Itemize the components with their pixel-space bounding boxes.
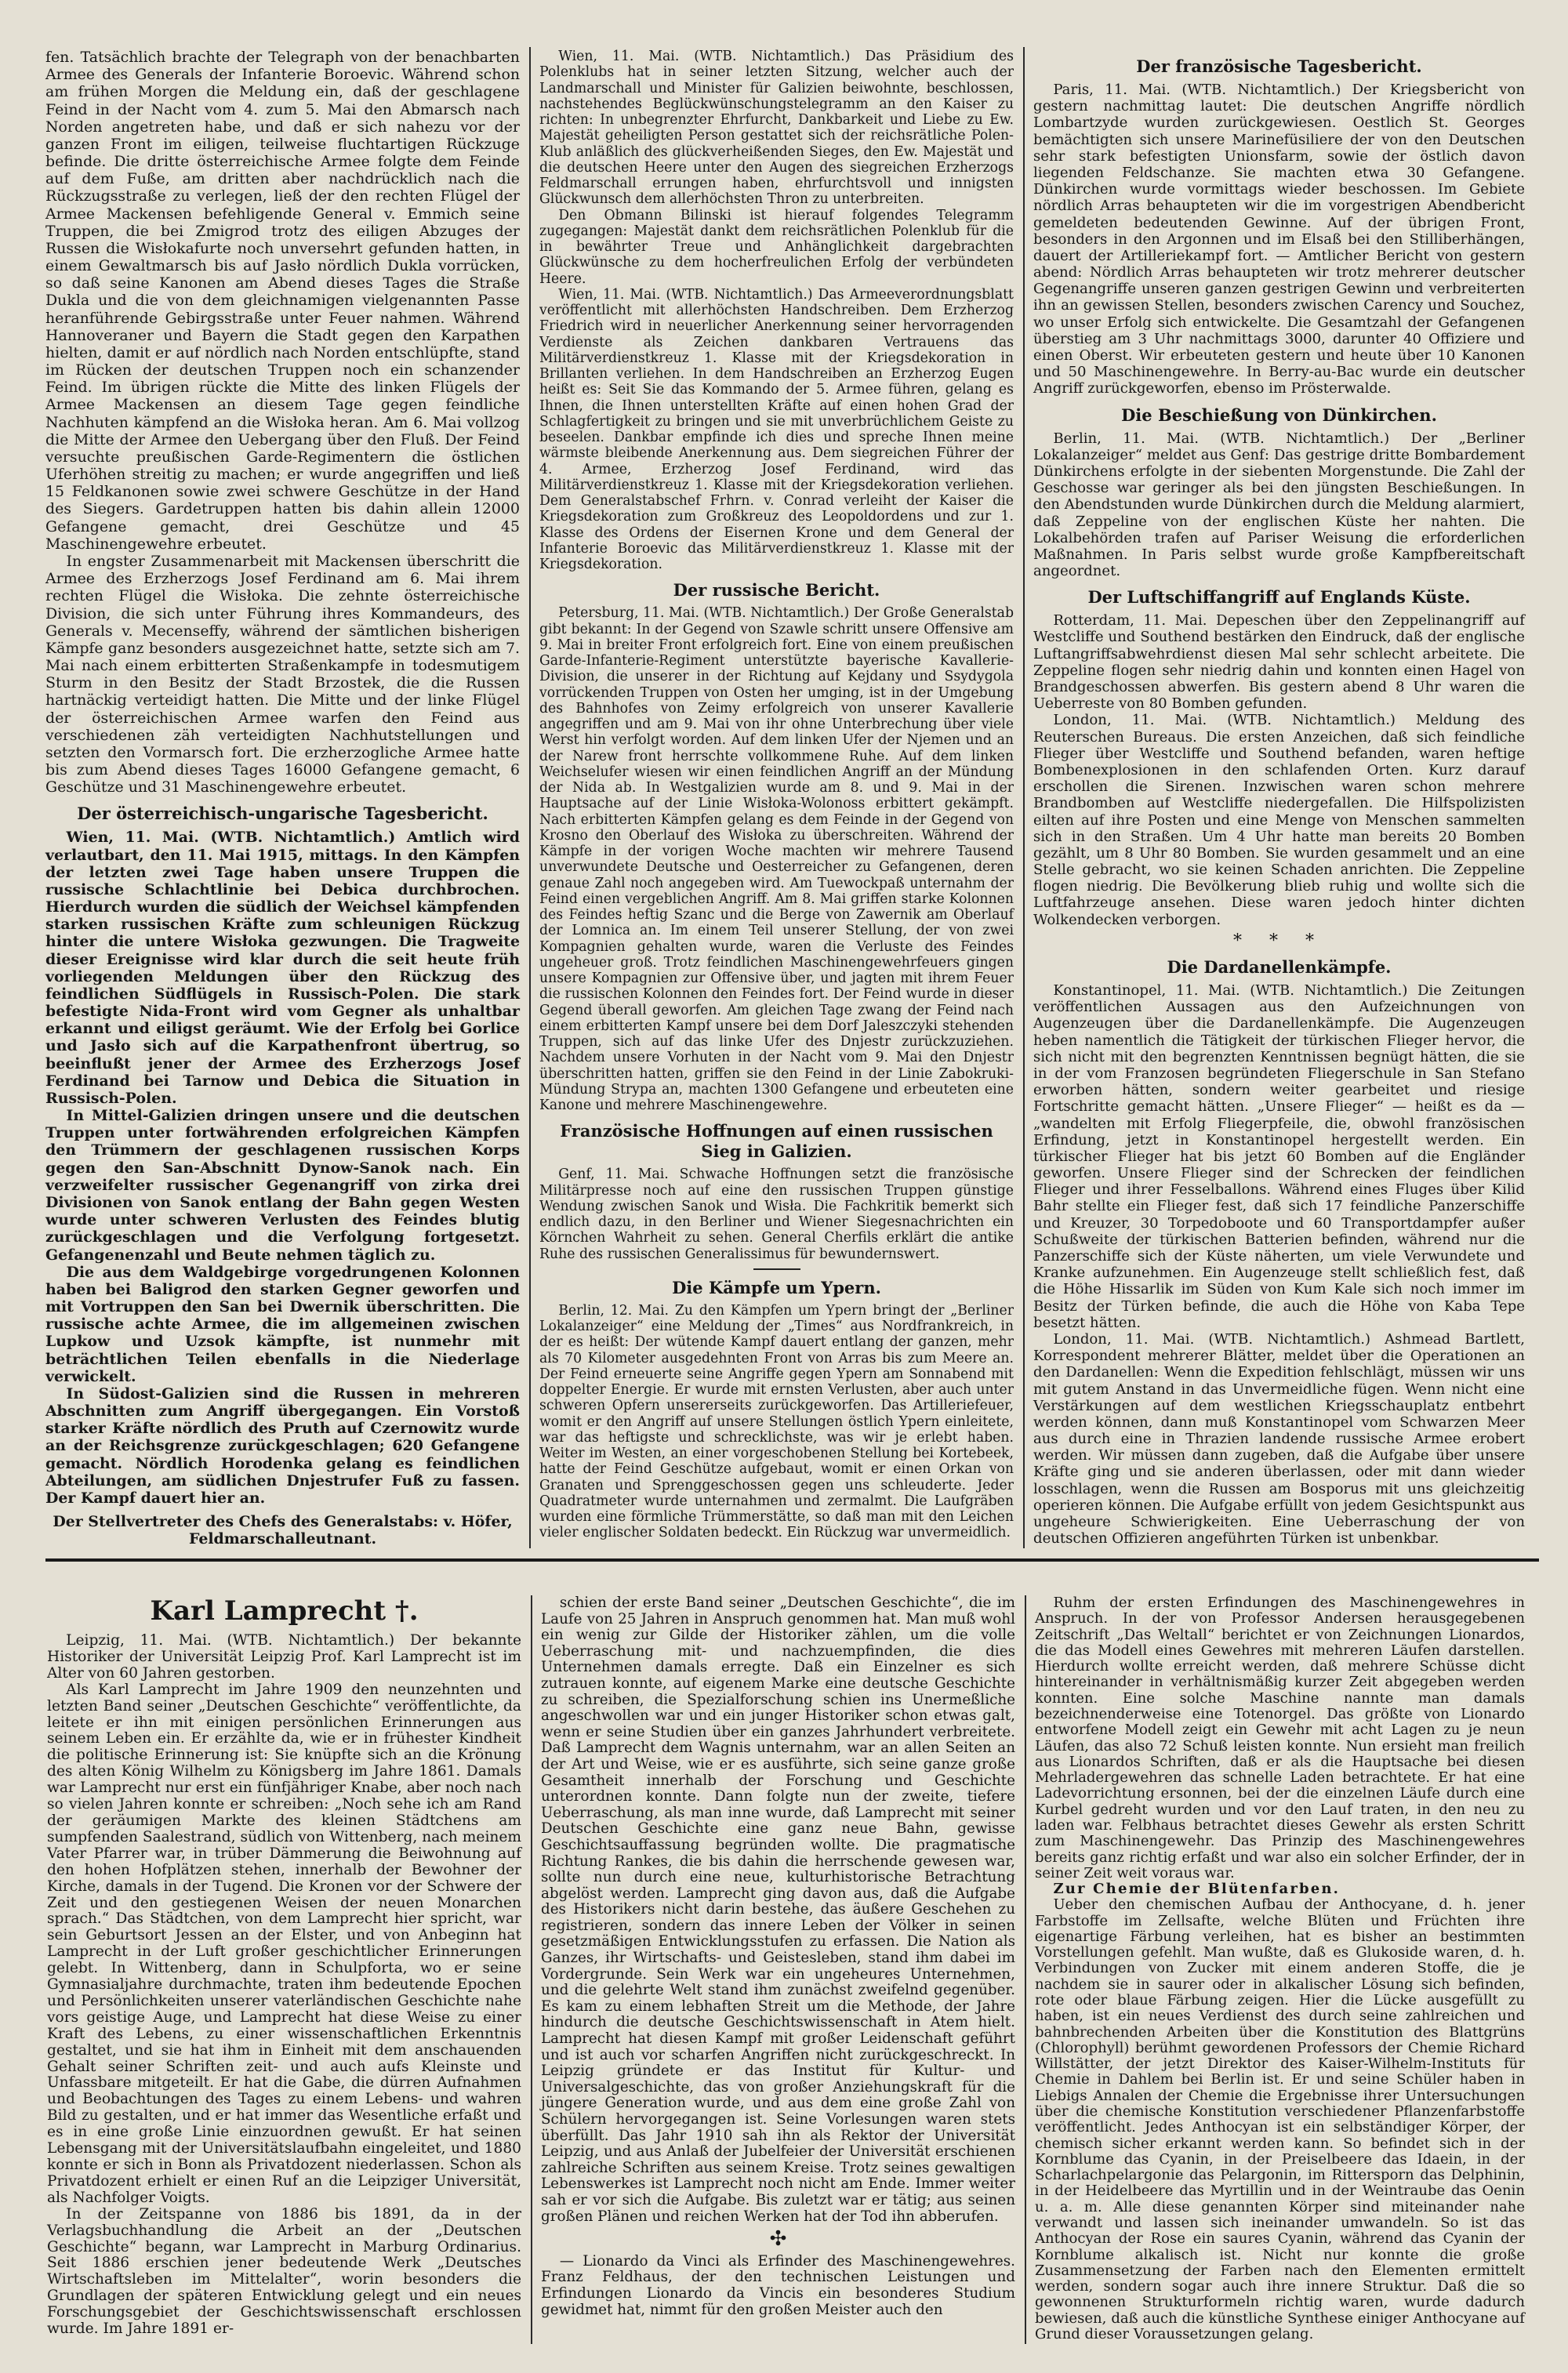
headline-french-hopes: Französische Hoffnungen auf einen russischen Sieg in Galizien. [560,1121,993,1162]
feuilleton-separator [45,1558,1539,1562]
article-paragraph: London, 11. Mai. (WTB. Nichtamtlich.) Meldung des Reuterschen Bureaus. Die ersten Anzeichen, daß sich feindliche Flieger über Westcliffe und Southend befanden, waren heftige Bombenexplosionen in den schlafenden Orten. Kurz darauf erschollen die Sirenen. Inzwischen waren schon mehrere Brandbomben auf Westcliffe niedergefallen. Die Hilfspolizisten eilten auf ihre Posten und eine Menge von Menschen sammelten sich in den Straßen. Um 4 Uhr hatte man bereits 20 Bomben gezählt, um 8 Uhr 80 Bomben. Sie wurden gesammelt und an eine Stelle gebracht, wo sie keinen Schaden anrichten. Die Zeppeline flogen niedrig. Die Bevölkerung blieb ruhig und wollte sich die Luftfahrzeuge ansehen. Diese waren jedoch hinter dichten Wolkendecken verborgen. [1033,712,1525,928]
section-stars: * * * [1233,931,1325,951]
column-3 [1033,49,1525,1547]
headline-french-report: Der französische Tagesbericht. [1136,56,1422,76]
article-paragraph: Berlin, 12. Mai. Zu den Kämpfen um Ypern bringt der „Berliner Lokalanzeiger“ eine Meldung der „Times“ aus Nordfrankreich, in der es heißt: Der wütende Kampf dauert entlang der ganzen, mehr als 70 Kilometer ausgedehnten Front von Arras bis zum Meere an. Der Feind erneuerte seine Angriffe gegen Ypern am Sonnabend mit doppelter Energie. Er wurde mit ernsten Verlusten, aber auch unter schweren Opfern unsererseits zurückgeworfen. Das Artilleriefeuer, womit er den Angriff auf unsere Stellungen östlich Ypern einleitete, war das heftigste und schrecklichste, was wir je erlebt haben. Weiter im Westen, an einer vorgeschobenen Stellung bei Kortebeek, hatte der Feind Geschütze aufgebaut, womit er einen Orkan von Granaten und Sprenggeschossen gegen uns schleuderte. Jeder Quadratmeter wurde unternahmen und zermalmt. Die Laufgräben wurden eine förmliche Trümmerstätte, so daß man mit den Leichen vieler englischer Soldaten bedeckt. Ein Rückzug war unvermeidlich. [539,1302,1014,1541]
signature: Der Stellvertreter des Chefs des Generalstabs: v. Höfer, Feldmarschalleutnant. [53,1513,513,1548]
column-divider [529,47,531,1548]
headline-dardanelles: Die Dardanellenkämpfe. [1167,957,1392,977]
feuilleton-column-3 [1035,1595,1525,2342]
article-paragraph: In Mittel-Galizien dringen unsere und die deutschen Truppen unter fortwährenden erfolgreichen Kämpfen den Trümmern der geschlagenen russischen Korps gegen den San-Abschnitt Dynow-Sanok nach. Ein verzweifelter russischer Gegenangriff von zirka drei Divisionen von Sanok entlang der Bahn gegen Westen wurde unter schweren Verlusten des Feindes blutig zurückgeschlagen und die Verfolgung fortgesetzt. Gefangenenzahl und Beute nehmen täglich zu. [45,1107,520,1264]
column-1 [45,49,520,1548]
feuilleton-column-1 [47,1595,521,2338]
column-divider [1025,1595,1026,2344]
article-paragraph: Den Obmann Bilinski ist hierauf folgendes Telegramm zugegangen: Majestät dankt dem reichsrätlichen Polenklub für die in bewährter Treue und Anhänglichkeit dargebrachten Glückwünsche zu dem hocherfreulichen Erfolg der verbündeten Heere. [539,207,1014,287]
article-paragraph: Wien, 11. Mai. (WTB. Nichtamtlich.) Das Präsidium des Polenklubs hat in seiner letzten Sitzung, welcher auch der Landmarschall und Minister für Galizien beiwohnte, beschlossen, nachstehendes Beglückwünschungstelegramm an den Kaiser zu richten: In unbegrenzter Ehrfurcht, Dankbarkeit und Liebe zu Ew. Majestät geheiligten Person gestattet sich der reichsrätliche Polen-Klub anläßlich des glückverheißenden Sieges, den Ew. Majestät und die deutschen Heere unter den Augen des siegreichen Erzherzogs Feldmarschall errungen haben, ehrfurchtsvoll und innigsten Glückwunsch dem allerhöchsten Thron zu unterbreiten. [539,49,1014,208]
headline-austrian-report: Der österreichisch-ungarische Tagesbericht. [77,804,488,824]
feuilleton-title: Karl Lamprecht †. [150,1595,419,1627]
article-paragraph: Rotterdam, 11. Mai. Depeschen über den Zeppelinangriff auf Westcliffe und Southend bestärken den Eindruck, daß der englische Luftangriffsabwehrdienst diesen Mal sehr schlecht arbeitete. Die Zeppeline flogen sehr niedrig dahin und konnten einen Hagel von Brandgeschossen abwerfen. Bis gestern abend 8 Uhr waren die Ueberreste von 80 Bomben gefunden. [1033,612,1525,713]
column-divider [1023,47,1025,1548]
article-paragraph: Wien, 11. Mai. (WTB. Nichtamtlich.) Amtlich wird verlautbart, den 11. Mai 1915, mittags. In den Kämpfen der letzten zwei Tage haben unsere Truppen die russische Schlachtlinie bei Debica durchbrochen. Hierdurch wurden die südlich der Weichsel kämpfenden starken russischen Kräfte zum schleunigen Rückzug hinter die untere Wisłoka gezwungen. Die Tragweite dieser Ereignisse wird klar durch die seit heute früh vorliegenden Meldungen über den Rückzug des feindlichen Südflügels in Russisch-Polen. Die stark befestigte Nida-Front wird vom Gegner als unhaltbar erkannt und eiligst geräumt. Wie der Erfolg bei Gorlice und Jasło sich auf die Karpathenfront übertrug, so beeinflußt jener der Armee des Erzherzogs Josef Ferdinand bei Tarnow und Debica die Situation in Russisch-Polen. [45,829,520,1107]
column-2 [539,49,1014,1541]
headline-ypern: Die Kämpfe um Ypern. [672,1277,881,1297]
feuilleton-paragraph: Als Karl Lamprecht im Jahre 1909 den neunzehnten und letzten Band seiner „Deutschen Geschichte“ veröffentlichte, da leitete er ihn mit einigen persönlichen Erinnerungen aus seinem Leben ein. Er erzählte da, wie er in frühester Kindheit die politische Erinnerung ist: Sie knüpfte sich an die Krönung des alten König Wilhelm zu Königsberg im Jahre 1861. Damals war Lamprecht nur erst ein fünfjähriger Knabe, aber noch nach so vielen Jahren konnte er schreiben: „Noch sehe ich am Rand der geräumigen Markte des kleinen Städtchens am sumpfenden Saalestrand, südlich von Wittenberg, nach meinem Vater Pfarrer war, in trüber Dämmerung die Beiwohnung auf den hohen Hofplätzen stehen, innerhalb der Bewohner der Kirche, damals in der Tugend. Die Kronen vor der Schwere der Zeit und den gestiegenen Weisen der neuen Monarchen sprach.“ Das Städtchen, von dem Lamprecht hier spricht, war sein Geburtsort Jessen an der Elster, und von Anbeginn hat Lamprecht in der Luft großer geschichtlicher Erinnerungen gelebt. In Wittenberg, dann in Schulpforta, wo er seine Gymnasialjahre durchmachte, traten ihm bedeutende Epochen und Persönlichkeiten unserer vaterländischen Geschichte nahe vors geistige Auge, und Lamprecht hat diese Weise zu einer Kraft des Lebens, zu einer wissenschaftlichen Erkenntnis gestaltet, und sie hat ihm in Einheit mit dem anschauenden Gehalt seiner Schriften zeit- und auch aufs Kleinste und Unfassbare mitgeteilt. Er hat die Gabe, die dürren Aufnahmen und Beobachtungen des Tages zu einem Lebens- und wahren Bild zu gestalten, und er hat immer das Wesentliche erfaßt und es in eine große Linie einzuordnen gewußt. Er hat seinen Lebensgang mit der Universitätslaufbahn eingeleitet, und 1880 konnte er sich in Bonn als Privatdozent niederlassen. Schon als Privatdozent erhielt er einen Ruf an die Leipziger Universität, als Nachfolger Voigts. [47,1681,521,2206]
headline-dunkirk: Die Beschießung von Dünkirchen. [1121,405,1437,425]
feuilleton-paragraph: Ueber den chemischen Aufbau der Anthocyane, d. h. jener Farbstoffe im Zellsafte, welche Blüten und Früchten ihre eigenartige Färbung verleihen, hat es bisher an bestimmten Vorstellungen gefehlt. Man wußte, daß es Glukoside waren, d. h. Verbindungen von Zucker mit einem anderen Stoffe, die je nachdem sie in saurer oder in alkalischer Lösung sich befinden, rote oder blaue Färbung zeigen. Hier die Lücke ausgefüllt zu haben, ist ein neues Verdienst des durch seine zahlreichen und bahnbrechenden Arbeiten über die Konstitution des Blattgrüns (Chlorophyll) berühmt gewordenen Professors der Chemie Richard Willstätter, der jetzt Direktor des Kaiser-Wilhelm-Instituts für Chemie in Dahlem bei Berlin ist. Er und seine Schüler haben in Liebigs Annalen der Chemie die Ergebnisse ihrer Untersuchungen über die chemische Konstitution verschiedener Pflanzenfarbstoffe veröffentlicht. Jedes Anthocyan ist ein selbständiger Körper, der chemisch sicher erkannt werden kann. So befindet sich in der Kornblume das Cyanin, in der Preiselbeere das Idaein, in der Scharlachpelargonie das Pelargonin, im Rittersporn das Delphinin, in der Heidelbeere das Myrtillin und in der Weintraube das Oenin u. a. m. Alle diese genannten Körper sind miteinander nahe verwandt und lassen sich ineinander umwandeln. So ist das Anthocyan der Rose ein saures Cyanin, während das Cyanin der Kornblume alkalisch ist. Nicht nur konnte die große Zusammensetzung der Farben nach den Elementen ermittelt werden, sondern sogar auch ihre innere Struktur. Daß die so gewonnenen Strukturformeln richtig waren, wurde dadurch bewiesen, daß auch die künstliche Synthese einiger Anthocyane auf Grund dieser Voraussetzungen gelang. [1035,1896,1525,2342]
article-paragraph: Genf, 11. Mai. Schwache Hoffnungen setzt die französische Militärpresse noch auf eine den russischen Truppen günstige Wendung zwischen Sanok und Wisła. Die Fachkritik bemerkt sich endlich dazu, in den Berliner und Wiener Siegesnachrichten ein Körnchen Wahrheit zu sehen. General Cherfils erklärt die antike Ruhe des russischen Generalissimus für bewundernswert. [539,1167,1014,1262]
feuilleton-paragraph: schien der erste Band seiner „Deutschen Geschichte“, die im Laufe von 25 Jahren in Anspruch genommen hat. Man muß wohl ein wenig zur Gilde der Historiker zählen, um die volle Ueberraschung mit- und nachzuempfinden, die dies Unternehmen damals erregte. Daß ein Einzelner es sich zutrauen konnte, auf eigenem Marke eine deutsche Geschichte zu schreiben, die Spezialforschung schien ins Unermeßliche angeschwollen war und ein junger Historiker schon etwas galt, wenn er seine Studien über ein ganzes Jahrhundert verbreitete. Daß Lamprecht dem Wagnis unternahm, war an allen Seiten an der Art und Weise, wie er es ausführte, sich seine ganze große Gesamtheit innerhalb der Forschung und Geschichte unterordnen konnte. Dann folgte nun der zweite, tiefere Ueberraschung, als man inne wurde, daß Lamprecht mit seiner Deutschen Geschichte eine ganz neue Bahn, gewisse Geschichtsauffassung begründen wollte. Die pragmatische Richtung Rankes, die bis dahin die herrschende gewesen war, sollte nun durch eine neue, kulturhistorische Betrachtung abgelöst werden. Lamprecht ging davon aus, daß die Aufgabe des Historikers nicht darin bestehe, das äußere Geschehen zu registrieren, sondern das innere Leben der Völker in seinen gesetzmäßigen Entwicklungsstufen zu erfassen. Die Nation als Ganzes, ihr Wirtschafts- und Geistesleben, stand ihm dabei im Vordergrunde. Sein Werk war ein ungeheures Unternehmen, und die gelehrte Welt stand ihm zunächst zweifelnd gegenüber. Es kam zu einem lebhaften Streit um die Methode, der Jahre hindurch die deutsche Geschichtswissenschaft in Atem hielt. Lamprecht hat diesen Kampf mit großer Leidenschaft geführt und ist auch vor scharfen Angriffen nicht zurückgeschreckt. In Leipzig gründete er das Institut für Kultur- und Universalgeschichte, das von großer Anziehungskraft für die jüngere Generation wurde, und aus dem eine große Zahl von Schülern hervorgegangen ist. Seine Vorlesungen waren stets überfüllt. Das Jahr 1910 sah ihn als Rektor der Universität Leipzig, und aus Anlaß der Jubelfeier der Universität erschienen zahlreiche Schriften aus seinem Kreise. Trotz seines gewaltigen Lebenswerkes ist Lamprecht noch nicht am Ende. Immer weiter sah er vor sich die Aufgabe. Bis zuletzt war er tätig; aus seinen großen Plänen und reichen Werken hat der Tod ihn abberufen. [541,1595,1015,2225]
column-divider [531,1595,532,2344]
article-paragraph: Wien, 11. Mai. (WTB. Nichtamtlich.) Das Armeeverordnungsblatt veröffentlicht mit allerhöchsten Handschreiben. Dem Erzherzog Friedrich wird in neuerlicher Anerkennung seiner hervorragenden Verdienste als Zeichen dankbaren Vertrauens das Militärverdienstkreuz 1. Klasse mit der Kriegsdekoration in Brillanten verliehen. In dem Handschreiben an Erzherzog Eugen heißt es: Seit Sie das Kommando der 5. Armee führen, gelang es Ihnen, die Ihnen unterstellten Kräfte auf einen hohen Grad der Schlagfertigkeit zu bringen und sie mit unverbrüchlichem Geiste zu beseelen. Dankbar empfinde ich dies und spreche Ihnen meine wärmste bleibende Anerkennung aus. Dem siegreichen Führer der 4. Armee, Erzherzog Josef Ferdinand, wird das Militärverdienstkreuz 1. Klasse mit der Kriegsdekoration verliehen. Dem Generalstabschef Frhrn. v. Conrad verleiht der Kaiser die Kriegsdekoration zum Großkreuz des Leopoldordens und zur 1. Klasse des Ordens der Eisernen Krone und dem General der Infanterie Boroevic das Militärverdienstkreuz 1. Klasse mit der Kriegsdekoration. [539,286,1014,572]
headline-russian-report: Der russische Bericht. [673,580,880,601]
feuilleton-paragraph: Ruhm der ersten Erfindungen des Maschinengewehres in Anspruch. In der von Professor Andersen herausgegebenen Zeitschrift „Das Weltall“ berichtet er von Zeichnungen Lionardos, die das Modell eines Gewehres mit mehreren Läufen darstellen. Hierdurch wollte erreicht werden, daß mehrere Schüsse dicht hintereinander in verhältnismäßig kurzer Zeit abgegeben werden konnten. Eine solche Maschine nannte man damals bezeichnenderweise eine Totenorgel. Das größte von Lionardo entworfene Modell zeigt ein Gewehr mit acht Lagen zu je neun Läufen, das also 72 Schuß leisten konnte. Nun ersieht man freilich aus Lionardos Schriften, daß er als die Hauptsache bei diesen Mehrladergewehren das schnelle Laden betrachtete. Er hat eine Ladevorrichtung ersonnen, bei der die einzelnen Läufe durch eine Kurbel gedreht wurden und vor den Lauf traten, in den neu zu laden war. Felbhaus betrachtet dieses Gewehr als ersten Schritt zum Maschinengewehr. Das Prinzip des Maschinengewehres bereits ganz richtig erfaßt und war also ein solcher Erfinder, der in seiner Zeit weit voraus war. [1035,1595,1525,1881]
feuilleton-paragraph: In der Zeitspanne von 1886 bis 1891, da in der Verlagsbuchhandlung die Arbeit an der „Deutschen Geschichte“ begann, war Lamprecht in Marburg Ordinarius. Seit 1886 erschien jener bedeutende Werk „Deutsches Wirtschaftsleben im Mittelalter“, worin besonders die Grundlagen der späteren Entwicklung gelegt und ein neues Forschungsgebiet der Geschichtswissenschaft erschlossen wurde. Im Jahre 1891 er- [47,2205,521,2338]
article-paragraph: Paris, 11. Mai. (WTB. Nichtamtlich.) Der Kriegsbericht von gestern nachmittag lautet: Die deutschen Angriffe nördlich Lombartzyde wurden zurückgewiesen. Oestlich St. Georges bemächtigten sich unsere Marinefüsiliere der von den Deutschen sehr stark befestigten Unionsfarm, sowie der östlich davon liegenden Feldschanze. Sie machten etwa 30 Gefangene. Dünkirchen wurde vormittags wieder beschossen. Im Gebiete nördlich Arras behaupteten wir die im vorgestrigen Abendbericht gemeldeten bedeutenden Gewinne. Auf der übrigen Front, besonders in den Argonnen und im Elsaß bei den Stilliberhängen, dauert der Artilleriekampf fort. — Amtlicher Bericht von gestern abend: Nördlich Arras behaupteten wir trotz mehrerer deutscher Gegenangriffe unseren ganzen gestrigen Gewinn und verbreiterten ihn an gewissen Stellen, besonders zwischen Carency und Souchez, wo unser Erfolg sich entwickelte. Die Gesamtzahl der Gefangenen überstieg am 3 Uhr nachmittags 3000, darunter 40 Offiziere und einen Oberst. Wir erbeuteten gestern und heute über 10 Kanonen und 50 Maschinengewehre. In Berry-au-Bac wurde ein deutscher Angriff zurückgeworfen, ebenso im Prösterwalde. [1033,82,1525,397]
ornament: ✣ [769,2227,787,2251]
feuilleton-paragraph: Leipzig, 11. Mai. (WTB. Nichtamtlich.) Der bekannte Historiker der Universität Leipzig Prof. Karl Lamprecht ist im Alter von 60 Jahren gestorben. [47,1632,521,1682]
headline-airship-attack: Der Luftschiffangriff auf Englands Küste. [1087,587,1471,608]
feuilleton [47,1595,1525,2348]
article-paragraph: London, 11. Mai. (WTB. Nichtamtlich.) Ashmead Bartlett, Korrespondent mehrerer Blätter, meldet über die Operationen an den Dardanellen: Wenn die Expedition fehlschlägt, müssen wir uns mit gutem Anstand in das Unvermeidliche fügen. Wenn nicht eine Verstärkungen auf dem westlichen Kriegsschauplatz entbehrt werden können, dann muß Konstantinopel vom Schwarzen Meer aus durch eine in Thrazien landende russische Armee erobert werden. Wir müssen dann zugeben, daß die Aufgabe über unsere Kräfte ging und sie anderen überlassen, oder mit dann wieder losschlagen, wenn die Russen am Bosporus mit uns gleichzeitig operieren können. Die Aufgabe erfüllt von jedem Gesichtspunkt aus ungeheure Schwierigkeiten. Eine Ueberraschung der von deutschen Offizieren angeführten Türken ist unbenkbar. [1033,1330,1525,1548]
separator-rule [753,1268,800,1270]
feuilleton-paragraph: — Lionardo da Vinci als Erfinder des Maschinengewehres. Franz Feldhaus, der den technischen Leistungen und Erfindungen Lionardo da Vincis ein besonderes Studium gewidmet hat, nimmt für den großen Meister auch den [541,2252,1015,2318]
article-paragraph: Konstantinopel, 11. Mai. (WTB. Nichtamtlich.) Die Zeitungen veröffentlichen Aussagen aus den Aufzeichnungen von Augenzeugen über die Dardanellenkämpfe. Die Augenzeugen heben namentlich die Tätigkeit der türkischen Flieger hervor, die sich nicht mit den begrenzten Kenntnissen begnügt hätten, die sie in der vom Franzosen begründeten Fliegerschule in San Stefano erworben hätten, sondern weiter gearbeitet und riesige Fortschritte gemacht hätten. „Unsere Flieger“ — heißt es da — „wandelten mit Erfolg Fliegerpfeile, die, obwohl französischen Erfindung, jetzt in Konstantinopel hergestellt werden. Ein türkischer Flieger hat bis jetzt 60 Bomben auf die Engländer geworfen. Unsere Flieger sind der Schrecken der feindlichen Flieger und ihrer Fesselballons. Während eines Fluges über Kilid Bahr stellte ein Flieger fest, daß sich 17 feindliche Panzerschiffe und Kreuzer, 30 Torpedoboote und 60 Transportdampfer außer Schußweite der türkischen Batterien befinden, während nur die Panzerschiffe sich der Küste näherten, um viele Verwundete und Kranke aufzunehmen. Ein Augenzeuge stellt schließlich fest, daß die Höhe Hissarlik im Süden von Kum Kale sich noch immer im Besitz der Türken befinde, die auch die Höhe von Kaba Tepe besetzt hätten. [1033,982,1525,1331]
article-paragraph: Berlin, 11. Mai. (WTB. Nichtamtlich.) Der „Berliner Lokalanzeiger“ meldet aus Genf: Das gestrige dritte Bombardement Dünkirchens erfolgte in der siebenten Morgenstunde. Die Zahl der Geschosse war geringer als bei den jüngsten Beschießungen. In den Abendstunden wurde Dünkirchen durch die Meldung alarmiert, daß Zeppeline von der englischen Küste her nahten. Die Lokalbehörden trafen auf Pariser Weisung die erforderlichen Maßnahmen. In Paris selbst wurde große Kampfbereitschaft angeordnet. [1033,430,1525,580]
article-paragraph: In Südost-Galizien sind die Russen in mehreren Abschnitten zum Angriff übergegangen. Ein Vorstoß starker Kräfte nördlich des Pruth auf Czernowitz wurde an der Reichsgrenze zurückgeschlagen; 620 Gefangene gemacht. Nördlich Horodenka gelang es feindlichen Abteilungen, am südlichen Dnjestrufer Fuß zu fassen. Der Kampf dauert hier an. [45,1384,520,1507]
article-paragraph: Die aus dem Waldgebirge vorgedrungenen Kolonnen haben bei Baligrod den starken Gegner geworfen und mit Vortruppen den San bei Dwernik überschritten. Die russische achte Armee, die im allgemeinen zwischen Lupkow und Uzsok kämpfte, ist nunmehr mit beträchtlichen Teilen ebenfalls in die Niederlage verwickelt. [45,1263,520,1385]
article-paragraph: In engster Zusammenarbeit mit Mackensen überschritt die Armee des Erzherzogs Josef Ferdinand am 6. Mai ihrem rechten Flügel die Wisłoka. Die zehnte österreichische Division, die sich unter Führung ihres Kommandeurs, des Generals v. Mecenseffy, während der sämtlichen bisherigen Kämpfe ganz besonders ausgezeichnet hatte, setzte sich am 7. Mai nach einem erbitterten Straßenkampfe in todesmutigem Sturm in den Besitz der Stadt Brzostek, die die Russen hartnäckig verteidigt hatten. Die Mitte und der linke Flügel der österreichischen Armee warfen den Feind aus verschiedenen zäh verteidigten Nachhutstellungen und setzten den Vormarsch fort. Die erzherzogliche Armee hatte bis zum Abend dieses Tages 16000 Gefangene gemacht, 6 Geschütze und 31 Maschinengewehre erbeutet. [45,552,520,796]
article-paragraph: fen. Tatsächlich brachte der Telegraph von der benachbarten Armee des Generals der Infanterie Boroevic. Während schon am frühen Morgen die Meldung ein, daß der geschlagene Feind in der Nacht vom 4. zum 5. Mai den Abmarsch nach Norden angetreten habe, und daß er sich nahezu vor der ganzen Front im eiligen, teilweise fluchtartigen Rückzuge befinde. Die dritte österreichische Armee folgte dem Feinde auf dem Fuße, am dritten aber nachdrücklich nach die Rückzugsstraße zu verlegen, ließ der den rechten Flügel der Armee Mackensen befehligende General v. Emmich seine Truppen, die bei Zmigrod trotz des eiligen Abzuges der Russen die Wisłokafurte noch unversehrt gefunden hatten, in einem Gewaltmarsch bis auf Jasło nördlich Dukla vorrücken, so daß seine Kanonen am Abend dieses Tages die Straße Dukla und die von dem gleichnamigen vielgenannten Passe heranführende Gebirgsstraße unter Feuer nahmen. Während Hannoveraner und Bayern die Stadt gegen den Karpathen hielten, damit er auf nördlich nach Norden entschlüpfte, stand im Rücken der deutschen Truppen noch ein schanzender Feind. Im übrigen rückte die Mitte des linken Flügels der Armee Mackensen an diesem Tage gegen feindliche Nachhuten kämpfend an die Wisłoka heran. Am 6. Mai vollzog die Mitte der Armee den Uebergang über den Fluß. Der Feind versuchte preußischen Garde-Regimentern die östlichen Uferhöhen streitig zu machen; er wurde angegriffen und ließ 15 Feldkanonen sowie zwei schwere Geschütze in der Hand des Siegers. Gardetruppen hatten bis dahin allein 12000 Gefangene gemacht, drei Geschütze und 45 Maschinengewehre erbeutet. [45,49,520,553]
feuilleton-column-2 [541,1595,1015,2318]
feuilleton-subheading: Zur Chemie der Blütenfarben. [1053,1881,1341,1898]
article-paragraph: Petersburg, 11. Mai. (WTB. Nichtamtlich.) Der Große Generalstab gibt bekannt: In der Gegend von Szawle schritt unsere Offensive am 9. Mai in breiter Front erfolgreich fort. Eine von einem preußischen Garde-Infanterie-Regiment unterstützte bayerische Kavallerie-Division, die unserer in der Richtung auf Kejdany und Ssydygola vorrückenden Truppen von Osten her umging, ist in der Umgebung des Bahnhofes von Zeimy erfolgreich von unserer Kavallerie angegriffen und am 9. Mai von ihr ohne Unterbrechung über viele Werst hin verfolgt worden. Auf dem linken Ufer der Njemen und an der Narew front herrschte vollkommene Ruhe. Auf dem linken Weichselufer wiesen wir einen feindlichen Angriff an der Mündung der Nida ab. In Westgalizien wurde am 8. und 9. Mai in der Hauptsache auf der Linie Wisłoka-Wolonoss erbittert gekämpft. Nach erbitterten Kämpfen gelang es dem Feinde in der Gegend von Krosno den Oberlauf des Wisłoka zu überschreiten. Während der Kämpfe in der vorigen Woche machten wir mehrere Tausend unverwundete Deutsche und Oesterreicher zu Gefangenen, deren genaue Zahl noch angegeben wird. Am Tuewockpaß unternahm der Feind einen vergeblichen Angriff. Am 8. Mai griffen starke Kolonnen des Feindes heftig Szanc und die Berge von Zawernik am Oberlauf der Lomnica an. Im einem Teil unserer Stellung, der von zwei Kompagnien gehalten wurde, waren die Verluste des Feindes ungeheuer groß. Trotz feindlichen Maschinengewehrfeuers gingen unsere Kompagnien zur Offensive über, und jagten mit ihrem Feuer die russischen Kolonnen den Feindes fort. Der Feind wurde in dieser Gegend überall geworfen. Am gleichen Tage zwang der Feind nach einem erbitterten Kampf unsere bei dem Dorf Jaleszczyki stehenden Truppen, sich auf das linke Ufer des Dnjestr zurückzuziehen. Nachdem unsere Vorhuten in der Nacht vom 9. Mai den Dnjestr überschritten hatten, griffen sie den Feind in der Linie Zabokruki-Mündung Strypa an, machten 1300 Gefangene und erbeuteten eine Kanone und mehrere Maschinengewehre. [539,605,1014,1113]
